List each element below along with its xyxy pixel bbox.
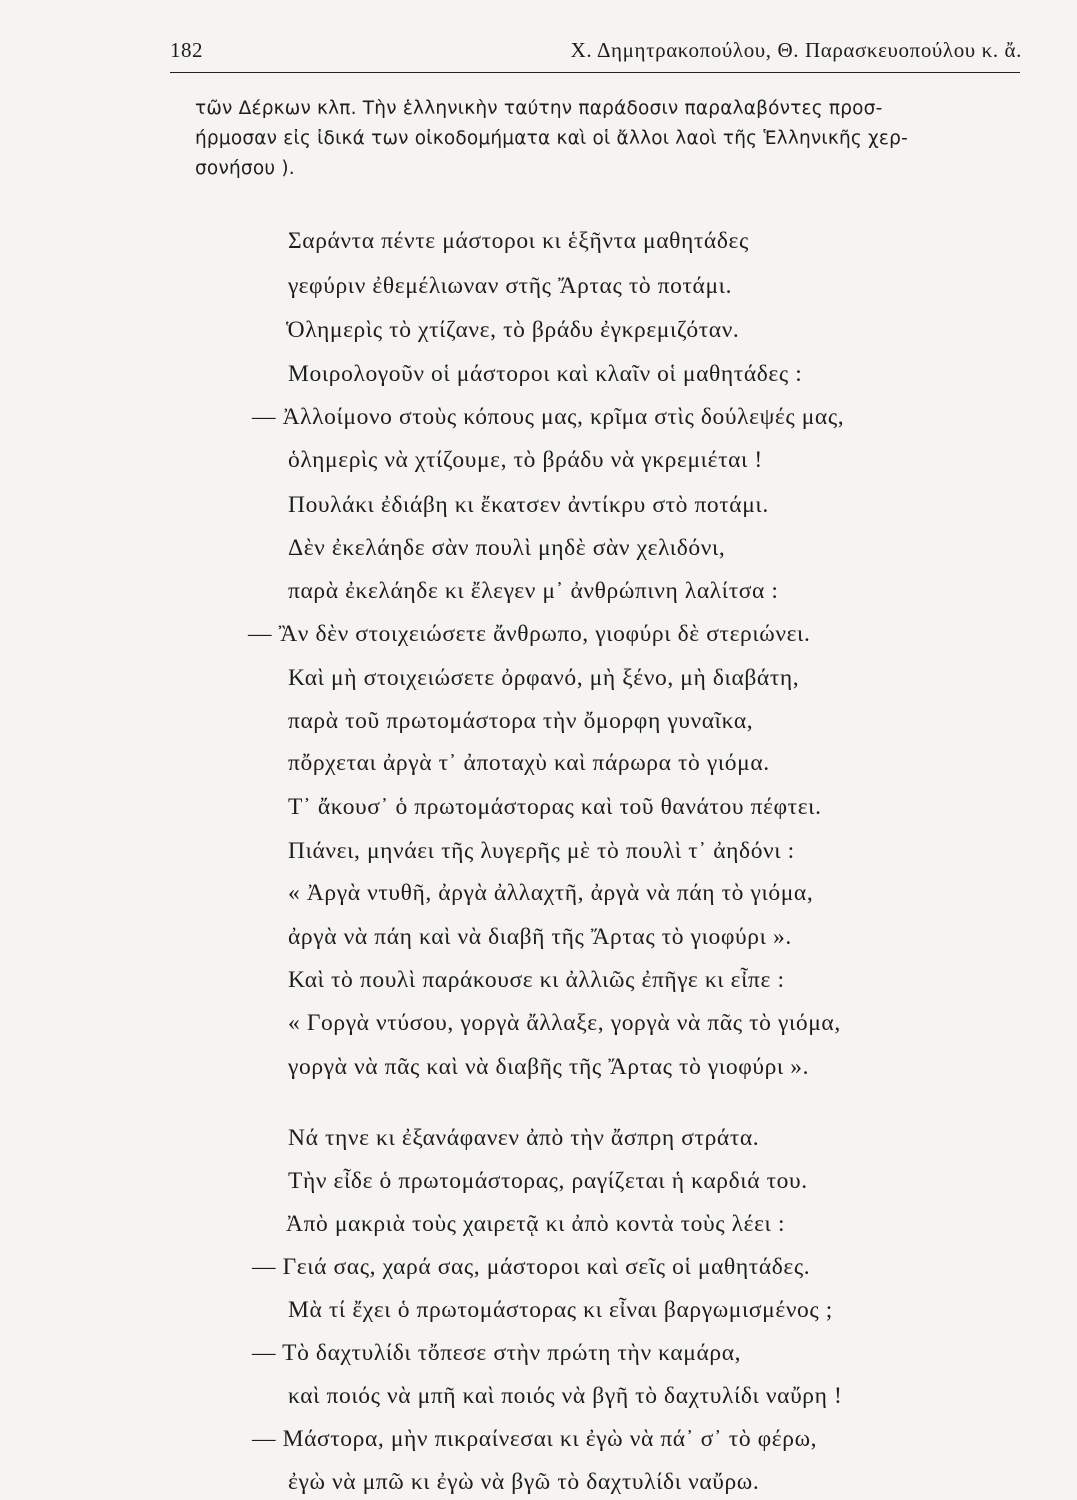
- intro-line: σονήσου ).: [195, 158, 295, 179]
- page-number: 182: [170, 38, 203, 62]
- poem-verse: Μοιρολογοῦν οἱ μάστοροι καὶ κλαῖν οἱ μαθητάδες :: [288, 361, 803, 387]
- poem-verse: Τ᾽ ἄκουσ᾽ ὁ πρωτομάστορας καὶ τοῦ θανάτου πέφτει.: [288, 794, 822, 820]
- poem-verse: — Ἂν δὲν στοιχειώσετε ἄνθρωπο, γιοφύρι δὲ στεριώνει.: [248, 621, 811, 647]
- poem-verse: Πουλάκι ἐδιάβη κι ἔκατσεν ἀντίκρυ στὸ ποτάμι.: [288, 492, 769, 518]
- poem-verse: ἀργὰ νὰ πάη καὶ νὰ διαβῆ τῆς Ἄρτας τὸ γιοφύρι ».: [288, 924, 792, 950]
- poem-verse: — Μάστορα, μὴν πικραίνεσαι κι ἐγὼ νὰ πά᾽ σ᾽ τὸ φέρω,: [252, 1426, 818, 1452]
- poem-verse: πὄρχεται ἀργὰ τ᾽ ἀποταχὺ καὶ πάρωρα τὸ γιόμα.: [288, 750, 770, 776]
- poem-verse: Καὶ μὴ στοιχειώσετε ὀρφανό, μὴ ξένο, μὴ διαβάτη,: [288, 665, 800, 691]
- poem-verse: γεφύριν ἐθεμέλιωναν στῆς Ἄρτας τὸ ποτάμι.: [288, 273, 733, 299]
- page-header: [170, 38, 1022, 74]
- poem-verse: — Τὸ δαχτυλίδι τὄπεσε στὴν πρώτη τὴν καμάρα,: [252, 1340, 742, 1366]
- poem-verse: καὶ ποιός νὰ μπῆ καὶ ποιός νὰ βγῆ τὸ δαχτυλίδι ναὔρη !: [288, 1383, 843, 1409]
- poem-verse: Πιάνει, μηνάει τῆς λυγερῆς μὲ τὸ πουλὶ τ᾽ ἀηδόνι :: [288, 838, 795, 864]
- poem-verse: παρὰ ἐκελάηδε κι ἔλεγεν μ᾽ ἀνθρώπινη λαλίτσα :: [288, 578, 779, 604]
- poem-verse: γοργὰ νὰ πᾶς καὶ νὰ διαβῆς τῆς Ἄρτας τὸ γιοφύρι ».: [288, 1054, 810, 1080]
- header-rule: [170, 72, 1020, 73]
- poem-verse: « Ἀργὰ ντυθῆ, ἀργὰ ἀλλαχτῆ, ἀργὰ νὰ πάη τὸ γιόμα,: [288, 880, 814, 906]
- poem-verse: — Ἀλλοίμονο στοὺς κόπους μας, κρῖμα στὶς δούλεψές μας,: [252, 404, 845, 430]
- intro-line: ήρμοσαν εἰς ἰδικά των οἰκοδομήματα καὶ οἱ ἄλλοι λαοὶ τῆς Ἑλληνικῆς χερ-: [195, 128, 908, 149]
- poem-verse: Καὶ τὸ πουλὶ παράκουσε κι ἀλλιῶς ἐπῆγε κι εἶπε :: [288, 967, 785, 993]
- poem-verse: Τὴν εἶδε ὁ πρωτομάστορας, ραγίζεται ἡ καρδιά του.: [288, 1168, 808, 1194]
- poem-verse: « Γοργὰ ντύσου, γοργὰ ἄλλαξε, γοργὰ νὰ πᾶς τὸ γιόμα,: [288, 1010, 841, 1036]
- poem-verse: Μὰ τί ἔχει ὁ πρωτομάστορας κι εἶναι βαργωμισμένος ;: [288, 1297, 833, 1323]
- poem-verse: Ἀπὸ μακριὰ τοὺς χαιρετᾷ κι ἀπὸ κοντὰ τοὺς λέει :: [286, 1211, 786, 1237]
- poem-verse: Ὁλημερὶς τὸ χτίζανε, τὸ βράδυ ἐγκρεμιζόταν.: [286, 317, 740, 343]
- intro-line: τῶν Δέρκων κλπ. Τὴν ἑλληνικὴν ταύτην παράδοσιν παραλαβόντες προσ-: [195, 98, 883, 119]
- poem-verse: Σαράντα πέντε μάστοροι κι ἑξῆντα μαθητάδες: [288, 228, 749, 254]
- poem-verse: Νά τηνε κι ἐξανάφανεν ἀπὸ τὴν ἄσπρη στράτα.: [288, 1125, 760, 1151]
- running-head: Χ. Δημητρακοπούλου, Θ. Παρασκευοπούλου κ. ἄ.: [570, 38, 1022, 62]
- poem-verse: παρὰ τοῦ πρωτομάστορα τὴν ὄμορφη γυναῖκα,: [288, 708, 754, 734]
- poem-verse: ὁλημερὶς νὰ χτίζουμε, τὸ βράδυ νὰ γκρεμιέται !: [288, 447, 763, 473]
- poem-verse: ἐγὼ νὰ μπῶ κι ἐγὼ νὰ βγῶ τὸ δαχτυλίδι ναὔρω.: [288, 1469, 760, 1495]
- intro-paragraph: [195, 94, 1021, 184]
- poem-verse: — Γειά σας, χαρά σας, μάστοροι καὶ σεῖς οἱ μαθητάδες.: [252, 1254, 811, 1280]
- poem-verse: Δὲν ἐκελάηδε σὰν πουλὶ μηδὲ σὰν χελιδόνι,: [288, 535, 726, 561]
